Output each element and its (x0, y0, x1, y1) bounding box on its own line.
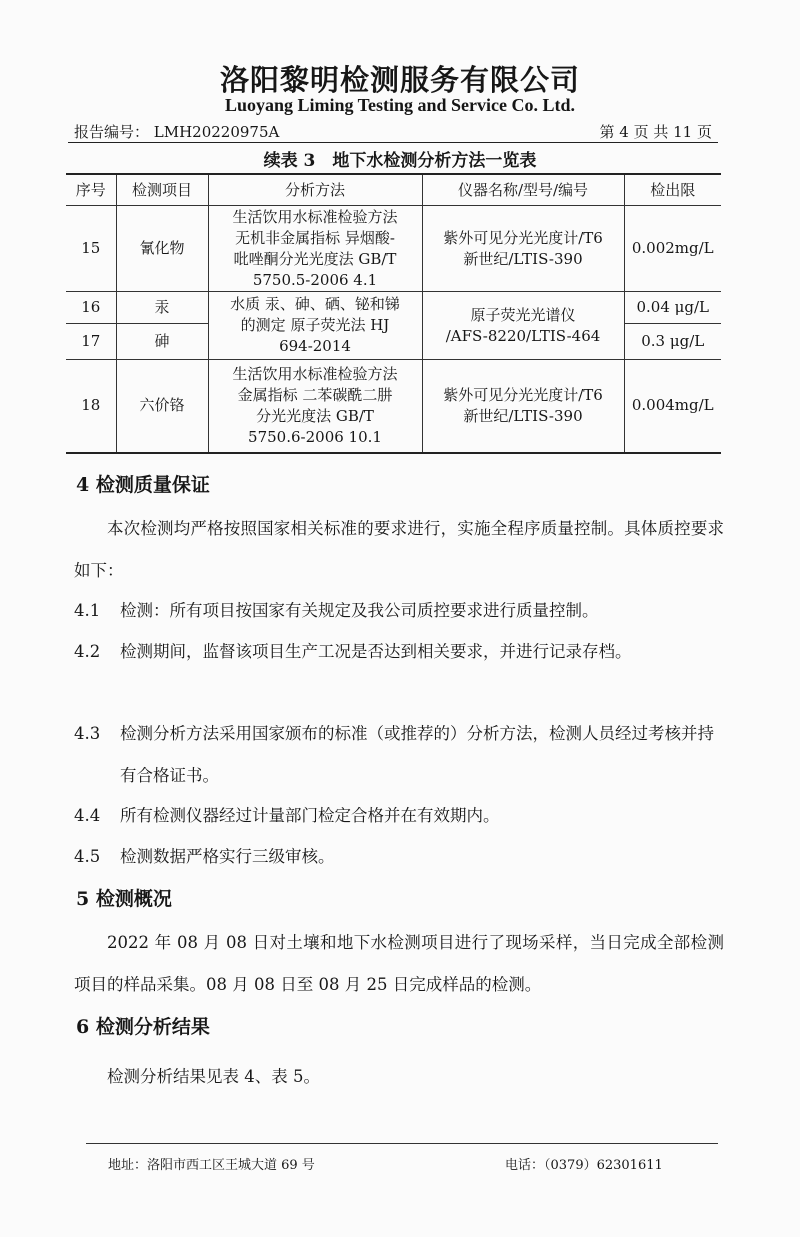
row-limit: 0.002mg/L (624, 206, 721, 292)
qc-item (74, 631, 724, 673)
method-line: 的测定 原子荧光法 HJ (240, 316, 390, 334)
table-row (66, 360, 721, 453)
report-number: 报告编号： LMH20220975A (74, 123, 280, 141)
qc-item (74, 795, 724, 837)
instrument-line: /AFS-8220/LTIS-464 (445, 326, 601, 345)
methods-table (66, 173, 721, 454)
method-line: 分光光度法 GB/T (256, 406, 374, 425)
method-line: 金属指标 二苯碳酰二肼 (237, 385, 393, 404)
row-no: 17 (66, 324, 116, 360)
qc-item (74, 590, 724, 632)
company-name-cn: 洛阳黎明检测服务有限公司 (219, 63, 580, 97)
qc-item (74, 836, 724, 878)
instrument-line: 原子荧光光谱仪 (470, 305, 576, 324)
method-line: 生活饮用水标准检验方法 (232, 207, 398, 226)
col-header-instrument: 仪器名称/型号/编号 (422, 174, 624, 206)
qc-item-text: 检测分析方法采用国家颁布的标准（或推荐的）分析方法，检测人员经过考核并持有合格证书。 (120, 724, 714, 785)
row-item: 六价铬 (116, 360, 208, 453)
row-method-shared (208, 292, 422, 360)
row-method (208, 360, 422, 453)
method-line: 吡唑酮分光光度法 GB/T (233, 249, 397, 268)
row-instrument (422, 206, 624, 292)
qc-item-text: 检测数据严格实行三级审核。 (120, 847, 335, 866)
qc-item-number: 4.2 (74, 642, 101, 661)
qc-item-number: 4.1 (74, 601, 101, 620)
qc-item-number: 4.3 (74, 724, 101, 743)
company-name-en: Luoyang Liming Testing and Service Co. Ltd. (224, 95, 576, 115)
instrument-line: 新世纪/LTIS-390 (463, 249, 583, 268)
method-line: 694-2014 (279, 337, 351, 355)
footer-divider (86, 1143, 718, 1144)
method-line: 无机非金属指标 异烟酸- (235, 228, 395, 247)
table-title: 续表 3 地下水检测分析方法一览表 (263, 151, 537, 171)
qc-item-text: 检测期间，监督该项目生产工况是否达到相关要求，并进行记录存档。 (120, 642, 632, 661)
table-header-row (66, 174, 721, 206)
row-limit: 0.3 μg/L (624, 324, 721, 360)
qc-item-text: 所有检测仪器经过计量部门检定合格并在有效期内。 (120, 806, 500, 825)
col-header-no: 序号 (66, 174, 116, 206)
instrument-line: 紫外可见分光光度计/T6 (443, 228, 603, 247)
row-no: 18 (66, 360, 116, 453)
row-instrument (422, 360, 624, 453)
table-row (66, 292, 721, 324)
row-instrument-shared (422, 292, 624, 360)
col-header-item: 检测项目 (116, 174, 208, 206)
instrument-line: 新世纪/LTIS-390 (463, 406, 583, 425)
section-5-text: 2022 年 08 月 08 日对土壤和地下水检测项目进行了现场采样，当日完成全部检测项目的样品采集。08 月 08 日至 08 月 25 日完成样品的检测。 (74, 933, 724, 994)
row-limit: 0.04 μg/L (624, 292, 721, 324)
row-item: 砷 (116, 324, 208, 360)
qc-item-number: 4.5 (74, 847, 101, 866)
method-line: 水质 汞、砷、硒、铋和锑 (230, 295, 400, 313)
method-line: 生活饮用水标准检验方法 (232, 364, 398, 383)
qc-item-text: 检测：所有项目按国家有关规定及我公司质控要求进行质量控制。 (120, 601, 599, 620)
footer-phone: 电话：（0379）62301611 (505, 1158, 663, 1173)
page-info: 第 4 页 共 11 页 (599, 123, 712, 141)
section-5-heading: 5 检测概况 (76, 888, 172, 910)
table-row (66, 206, 721, 292)
section-6-heading: 6 检测分析结果 (76, 1016, 210, 1038)
method-line: 5750.5-2006 4.1 (252, 270, 378, 289)
row-no: 16 (66, 292, 116, 324)
row-limit: 0.004mg/L (624, 360, 721, 453)
col-header-method: 分析方法 (208, 174, 422, 206)
row-item: 氰化物 (116, 206, 208, 292)
instrument-line: 紫外可见分光光度计/T6 (443, 385, 603, 404)
method-line: 5750.6-2006 10.1 (248, 427, 382, 446)
row-item: 汞 (116, 292, 208, 324)
footer-address: 地址：洛阳市西工区王城大道 69 号 (108, 1158, 315, 1173)
row-method (208, 206, 422, 292)
col-header-limit: 检出限 (624, 174, 721, 206)
section-4-heading: 4 检测质量保证 (76, 474, 210, 496)
section-6-text: 检测分析结果见表 4、表 5。 (107, 1067, 320, 1086)
section-4-intro: 本次检测均严格按照国家相关标准的要求进行，实施全程序质量控制。具体质控要求如下： (74, 519, 724, 580)
qc-item-number: 4.4 (74, 806, 101, 825)
header-divider (68, 142, 718, 143)
qc-item (74, 713, 724, 797)
row-no: 15 (66, 206, 116, 292)
